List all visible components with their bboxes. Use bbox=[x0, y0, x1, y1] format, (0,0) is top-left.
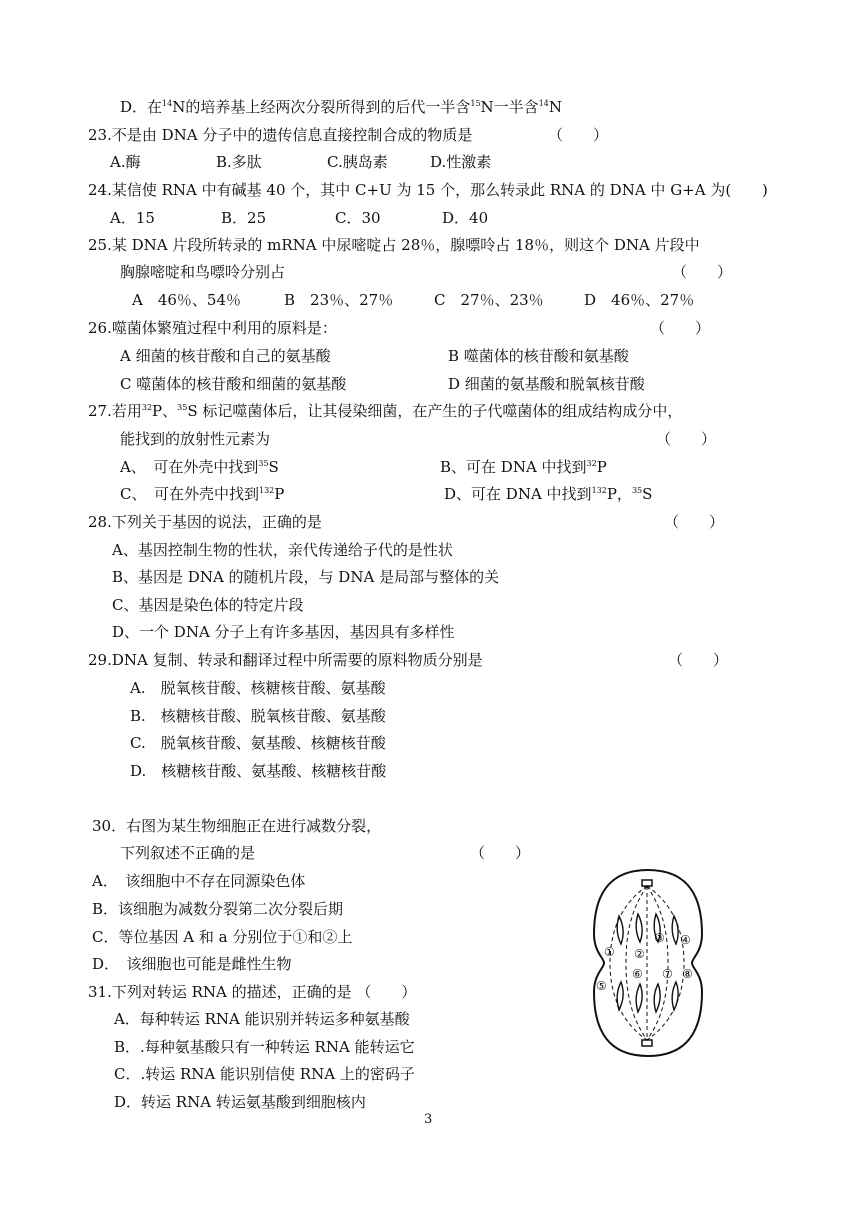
q28-stem: 28.下列关于基因的说法，正确的是 bbox=[88, 513, 322, 531]
q27-option-c bbox=[120, 484, 284, 504]
q27-b-sup: 32 bbox=[586, 459, 597, 468]
q25-option-d: D 46％、27％ bbox=[584, 291, 695, 309]
cell-division-figure bbox=[588, 866, 708, 1060]
q26-option-a: A 细菌的核苷酸和自己的氨基酸 bbox=[120, 347, 331, 365]
q27-option-d bbox=[444, 484, 652, 504]
q27-sup: 35 bbox=[177, 403, 188, 412]
label-6: ⑥ bbox=[632, 967, 643, 981]
q26-stem: 26.噬菌体繁殖过程中利用的原料是： bbox=[88, 319, 337, 337]
centriole-top bbox=[642, 880, 652, 886]
q27-d-end: S bbox=[642, 485, 653, 503]
centriole-bottom bbox=[642, 1040, 652, 1046]
q26-option-b: B 噬菌体的核苷酸和氨基酸 bbox=[448, 347, 629, 365]
q27-d-sup: 35 bbox=[631, 486, 643, 495]
page-number: 3 bbox=[424, 1112, 433, 1127]
q26-option-d: D 细菌的氨基酸和脱氧核苷酸 bbox=[448, 375, 645, 393]
q27-stem-mid: P、 bbox=[152, 402, 178, 420]
q31-option-a: A．每种转运 RNA 能识别并转运多种氨基酸 bbox=[114, 1010, 410, 1028]
q30-stem-line2: 下列叙述不正确的是 bbox=[120, 844, 256, 862]
q26-option-c: C 噬菌体的核苷酸和细菌的氨基酸 bbox=[120, 375, 347, 393]
label-8: ⑧ bbox=[682, 967, 693, 981]
q26-answer-paren: （ ） bbox=[650, 319, 711, 337]
q25-option-b: B 23％、27％ bbox=[284, 291, 394, 309]
q22-d-text1: N的培养基上经两次分裂所得到的后代一半含 bbox=[172, 98, 471, 116]
q27-b-end: P bbox=[596, 458, 607, 476]
q22-d-text2: N一半含 bbox=[480, 98, 539, 116]
q22-d-prefix: D．在 bbox=[120, 98, 163, 116]
q23-stem: 23.不是由 DNA 分子中的遗传信息直接控制合成的物质是 bbox=[88, 126, 473, 144]
q30-option-b: B．该细胞为减数分裂第二次分裂后期 bbox=[92, 900, 344, 918]
q27-sup: 32 bbox=[141, 403, 153, 412]
q28-option-a: A、基因控制生物的性状，亲代传递给子代的是性状 bbox=[112, 541, 453, 559]
q23-option-a: A.酶 bbox=[110, 153, 141, 171]
q27-a-sup: 35 bbox=[258, 459, 269, 468]
q27-stem-line1 bbox=[88, 401, 682, 421]
q24-stem: 24.某信使 RNA 中有碱基 40 个，其中 C+U 为 15 个，那么转录此 RNA 的 DNA 中 G+A 为( bbox=[88, 181, 732, 199]
q25-stem-line1: 25.某 DNA 片段所转录的 mRNA 中尿嘧啶占 28％，腺嘌呤占 18％，则这个 DNA 片段中 bbox=[88, 236, 700, 254]
q23-option-b: B.多肽 bbox=[216, 153, 262, 171]
label-3: ③ bbox=[654, 931, 665, 945]
q23-option-c: C.胰岛素 bbox=[327, 153, 388, 171]
q27-stem-pre: 27.若用 bbox=[88, 402, 142, 420]
q24-option-c: C．30 bbox=[335, 209, 381, 227]
chromosomes-lower bbox=[617, 982, 678, 1012]
q27-option-b bbox=[440, 457, 607, 477]
q23-answer-paren: （ ） bbox=[548, 126, 609, 144]
q27-d-sup: 132 bbox=[591, 486, 607, 495]
q28-option-b: B、基因是 DNA 的随机片段，与 DNA 是局部与整体的关 bbox=[112, 568, 500, 586]
q27-b-text: B、可在 DNA 中找到 bbox=[440, 458, 587, 476]
q27-option-a bbox=[120, 457, 279, 477]
q30-answer-paren: （ ） bbox=[470, 844, 531, 862]
label-1: ① bbox=[604, 945, 615, 959]
label-2: ② bbox=[634, 947, 645, 961]
q29-option-c: C. 脱氧核苷酸、氨基酸、核糖核苷酸 bbox=[130, 734, 386, 752]
q22-d-sup: 14 bbox=[162, 99, 173, 108]
q24-option-d: D．40 bbox=[442, 209, 489, 227]
q27-stem-post: S 标记噬菌体后，让其侵染细菌，在产生的子代噬菌体的组成结构成分中， bbox=[187, 402, 683, 420]
q27-d-mid: P， bbox=[606, 485, 632, 503]
q27-c-sup: 132 bbox=[258, 486, 275, 495]
q31-stem: 31.下列对转运 RNA 的描述，正确的是 （ ） bbox=[88, 983, 417, 1001]
cell-membrane bbox=[594, 870, 702, 1056]
q22-d-sup: 14 bbox=[538, 99, 549, 108]
q28-option-d: D、一个 DNA 分子上有许多基因，基因具有多样性 bbox=[112, 623, 455, 641]
q27-a-end: S bbox=[268, 458, 279, 476]
q25-answer-paren: （ ） bbox=[672, 263, 733, 281]
q24-option-b: B．25 bbox=[221, 209, 267, 227]
q31-option-b: B．.每种氨基酸只有一种转运 RNA 能转运它 bbox=[114, 1038, 415, 1056]
q25-option-c: C 27％、23％ bbox=[434, 291, 544, 309]
cell-diagram bbox=[588, 866, 708, 1060]
q30-option-d: D． 该细胞也可能是雌性生物 bbox=[92, 955, 292, 973]
label-5: ⑤ bbox=[596, 979, 607, 993]
q31-option-c: C．.转运 RNA 能识别信使 RNA 上的密码子 bbox=[114, 1065, 415, 1083]
q27-c-end: P bbox=[274, 485, 285, 503]
chromosomes-upper bbox=[617, 914, 678, 944]
q22-d-sup: 15 bbox=[470, 99, 481, 108]
q30-option-a: A． 该细胞中不存在同源染色体 bbox=[92, 872, 306, 890]
q27-stem-line2: 能找到的放射性元素为 bbox=[120, 430, 271, 448]
q30-option-c: C．等位基因 A 和 a 分别位于①和②上 bbox=[92, 928, 353, 946]
q22-option-d bbox=[120, 97, 562, 117]
label-4: ④ bbox=[680, 933, 691, 947]
q29-option-a: A. 脱氧核苷酸、核糖核苷酸、氨基酸 bbox=[130, 679, 386, 697]
q27-d-text: D、可在 DNA 中找到 bbox=[444, 485, 592, 503]
q27-c-text: C、 可在外壳中找到 bbox=[120, 485, 259, 503]
label-7: ⑦ bbox=[662, 967, 673, 981]
q23-option-d: D.性激素 bbox=[430, 153, 492, 171]
q28-answer-paren: （ ） bbox=[664, 513, 725, 531]
q25-option-a: A 46％、54％ bbox=[132, 291, 242, 309]
q29-answer-paren: （ ） bbox=[668, 651, 729, 669]
q25-stem-line2: 胸腺嘧啶和鸟嘌呤分别占 bbox=[120, 263, 286, 281]
q29-stem: 29.DNA 复制、转录和翻译过程中所需要的原料物质分别是 bbox=[88, 651, 483, 669]
q29-option-d: D. 核糖核苷酸、氨基酸、核糖核苷酸 bbox=[130, 762, 387, 780]
q22-d-end: N bbox=[548, 98, 562, 116]
q29-option-b: B. 核糖核苷酸、脱氧核苷酸、氨基酸 bbox=[130, 707, 386, 725]
q27-a-text: A、 可在外壳中找到 bbox=[120, 458, 259, 476]
q30-stem-line1: 30．右图为某生物细胞正在进行减数分裂， bbox=[92, 817, 382, 835]
q24-option-a: A．15 bbox=[110, 209, 155, 227]
q24-answer-paren: ) bbox=[762, 181, 768, 199]
spindle-fibers bbox=[610, 886, 684, 1040]
q27-answer-paren: （ ） bbox=[656, 430, 717, 448]
q28-option-c: C、基因是染色体的特定片段 bbox=[112, 596, 304, 614]
q31-option-d: D．转运 RNA 转运氨基酸到细胞核内 bbox=[114, 1093, 366, 1111]
